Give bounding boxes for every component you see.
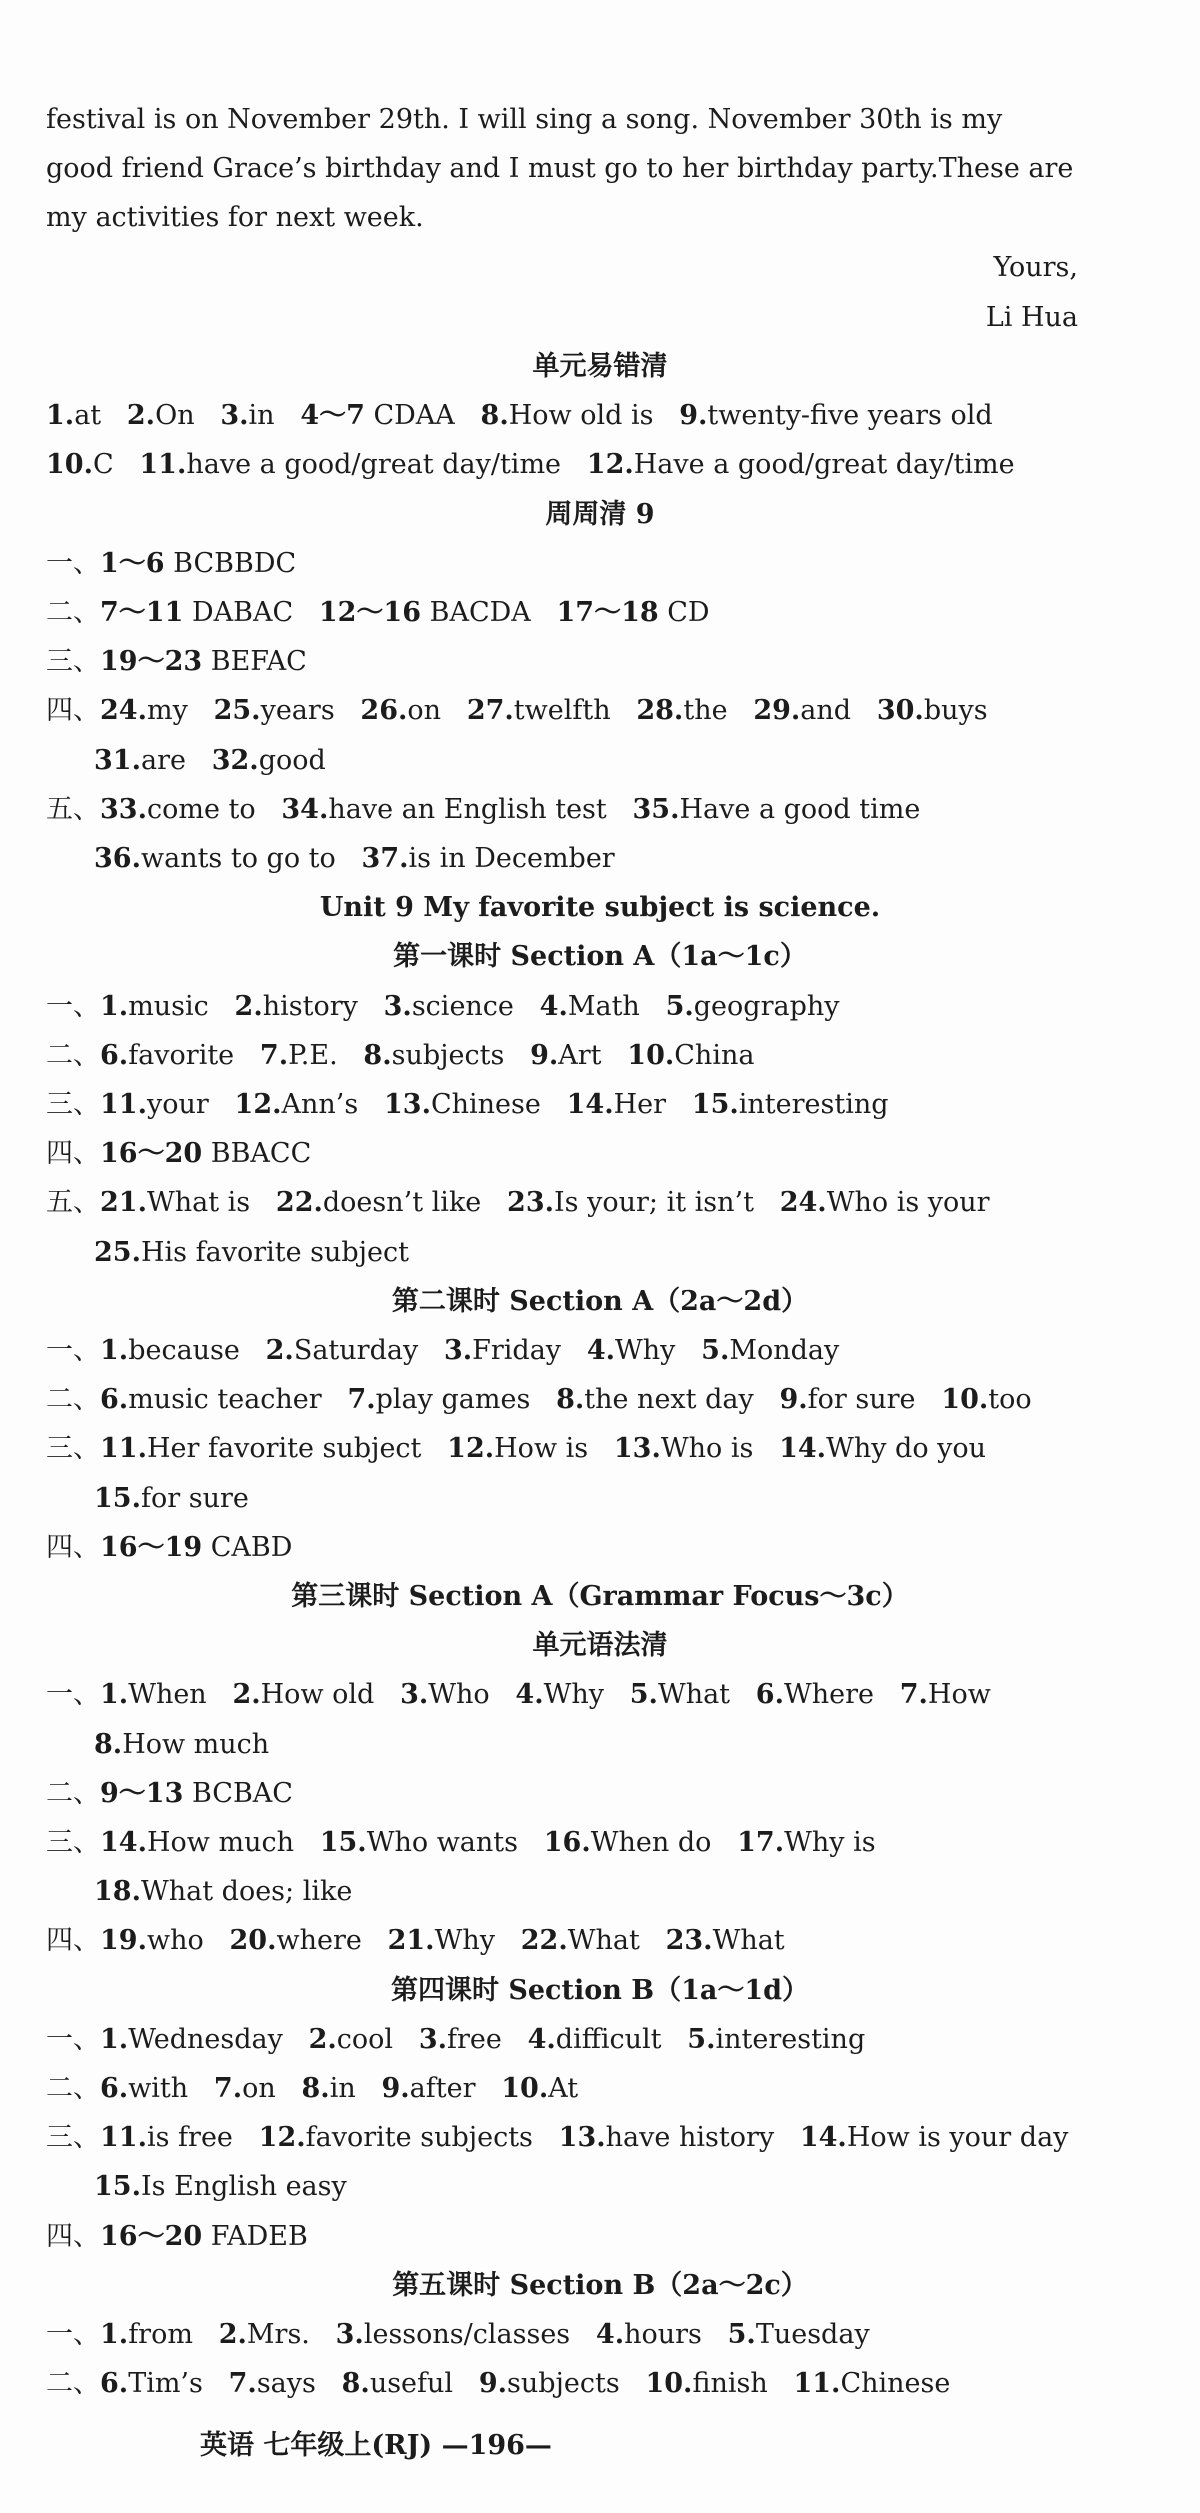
section-heading: Unit 9 My favorite subject is science.: [319, 892, 881, 923]
answer-row: 8.How much: [94, 1729, 270, 1760]
answer-row: 二、7～11 DABAC 12～16 BACDA 17～18 CD: [46, 597, 710, 628]
section-heading: 第五课时 Section B（2a～2c）: [392, 2270, 808, 2301]
answer-row: 二、6.Tim’s 7.says 8.useful 9.subjects 10.finish 11.Chinese: [46, 2368, 951, 2399]
answer-row: 二、9～13 BCBAC: [46, 1778, 293, 1809]
letter-signature: Li Hua: [985, 302, 1078, 333]
answer-row: 一、1～6 BCBBDC: [46, 548, 297, 579]
answer-row: 四、19.who 20.where 21.Why 22.What 23.What: [46, 1925, 785, 1956]
answer-row: 五、21.What is 22.doesn’t like 23.Is your; it isn’t 24.Who is your: [46, 1187, 990, 1218]
answer-row: 三、14.How much 15.Who wants 16.When do 17.Why is: [46, 1827, 876, 1858]
letter-line: good friend Grace’s birthday and I must go to her birthday party.These are: [46, 153, 1074, 184]
answer-row: 三、11.Her favorite subject 12.How is 13.Who is 14.Why do you: [46, 1433, 987, 1464]
answer-row: 四、16～19 CABD: [46, 1532, 293, 1563]
answer-row: 三、11.is free 12.favorite subjects 13.have history 14.How is your day: [46, 2122, 1069, 2153]
answer-row: 四、16～20 FADEB: [46, 2221, 308, 2252]
letter-closing: Yours,: [993, 252, 1078, 283]
section-heading: 第四课时 Section B（1a～1d）: [390, 1975, 810, 2006]
answer-row: 二、6.with 7.on 8.in 9.after 10.At: [46, 2073, 579, 2104]
section-heading: 第三课时 Section A（Grammar Focus～3c）: [291, 1581, 909, 1612]
answer-row: 36.wants to go to 37.is in December: [94, 843, 615, 874]
answer-row: 二、6.favorite 7.P.E. 8.subjects 9.Art 10.China: [46, 1040, 755, 1071]
answer-row: 1.at 2.On 3.in 4～7 CDAA 8.How old is 9.twenty-five years old: [46, 400, 993, 431]
answer-row: 15.for sure: [94, 1483, 249, 1514]
page-footer: 英语 七年级上(RJ) —196—: [200, 2430, 552, 2461]
answer-row: 三、19～23 BEFAC: [46, 646, 307, 677]
answer-row: 三、11.your 12.Ann’s 13.Chinese 14.Her 15.interesting: [46, 1089, 889, 1120]
section-heading: 第二课时 Section A（2a～2d）: [391, 1286, 809, 1317]
answer-row: 五、33.come to 34.have an English test 35.Have a good time: [46, 794, 921, 825]
answer-row: 一、1.music 2.history 3.science 4.Math 5.geography: [46, 991, 840, 1022]
answer-row: 25.His favorite subject: [94, 1237, 410, 1268]
answer-row: 一、1.When 2.How old 3.Who 4.Why 5.What 6.Where 7.How: [46, 1679, 991, 1710]
answer-row: 二、6.music teacher 7.play games 8.the next day 9.for sure 10.too: [46, 1384, 1032, 1415]
section-heading: 单元易错清: [532, 351, 668, 382]
section-heading: 第一课时 Section A（1a～1c）: [393, 941, 807, 972]
answer-row: 31.are 32.good: [94, 745, 326, 776]
answer-row: 一、1.from 2.Mrs. 3.lessons/classes 4.hours 5.Tuesday: [46, 2319, 870, 2350]
section-heading: 单元语法清: [532, 1630, 668, 1661]
answer-row: 一、1.Wednesday 2.cool 3.free 4.difficult 5.interesting: [46, 2024, 866, 2055]
answer-row: 15.Is English easy: [94, 2171, 347, 2202]
answer-row: 四、16～20 BBACC: [46, 1138, 312, 1169]
answer-row: 18.What does; like: [94, 1876, 353, 1907]
letter-line: my activities for next week.: [46, 202, 424, 233]
answer-row: 10.C 11.have a good/great day/time 12.Have a good/great day/time: [46, 449, 1015, 480]
answer-row: 一、1.because 2.Saturday 3.Friday 4.Why 5.Monday: [46, 1335, 840, 1366]
section-heading: 周周清 9: [545, 499, 655, 530]
answer-row: 四、24.my 25.years 26.on 27.twelfth 28.the 29.and 30.buys: [46, 695, 988, 726]
letter-line: festival is on November 29th. I will sing a song. November 30th is my: [46, 104, 1003, 135]
